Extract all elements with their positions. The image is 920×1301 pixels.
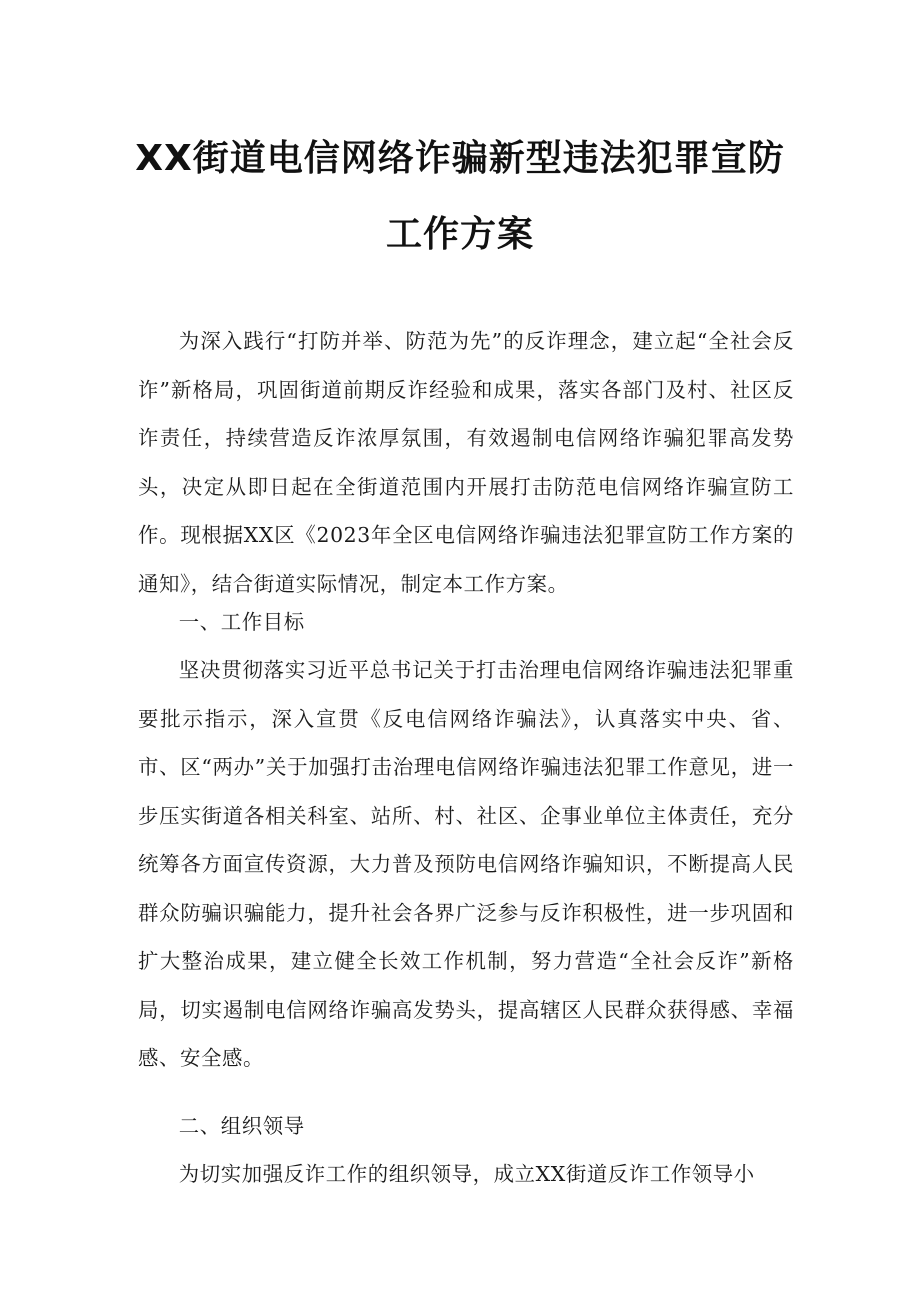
section-heading-organization: 二、组织领导 (178, 1114, 305, 1138)
organization-paragraph: 为切实加强反诈工作的组织领导，成立XX街道反诈工作领导小 (178, 1162, 755, 1186)
section-heading-work-goals: 一、工作目标 (178, 610, 305, 634)
intro-paragraph: 为深入践行“打防并举、防范为先”的反诈理念，建立起“全社会反诈”新格局，巩固街道前期反诈经验和成果，落实各部门及村、社区反诈责任，持续营造反诈浓厚氛围，有效遏制电信网络诈骗犯罪高发势头，决定从即日起在全街道范围内开展打击防范电信网络诈骗宣防工作。现根据XX区《2023年全区电信网络诈骗违法犯罪宣防工作方案的通知》，结合街道实际情况，制定本工作方案。 (138, 329, 794, 596)
document-title-line-1: XX街道电信网络诈骗新型违法犯罪宣防 (135, 138, 785, 179)
document-title-line-2: 工作方案 (385, 214, 534, 255)
work-goals-paragraph: 坚决贯彻落实习近平总书记关于打击治理电信网络诈骗违法犯罪重要批示指示，深入宣贯《反电信网络诈骗法》，认真落实中央、省、市、区“两办”关于加强打击治理电信网络诈骗违法犯罪工作意见，进一步压实街道各相关科室、站所、村、社区、企事业单位主体责任，充分统筹各方面宣传资源，大力普及预防电信网络诈骗知识，不断提高人民群众防骗识骗能力，提升社会各界广泛参与反诈积极性，进一步巩固和扩大整治成果，建立健全长效工作机制，努力营造“全社会反诈”新格局，切实遏制电信网络诈骗高发势头，提高辖区人民群众获得感、幸福感、安全感。 (138, 658, 794, 1070)
